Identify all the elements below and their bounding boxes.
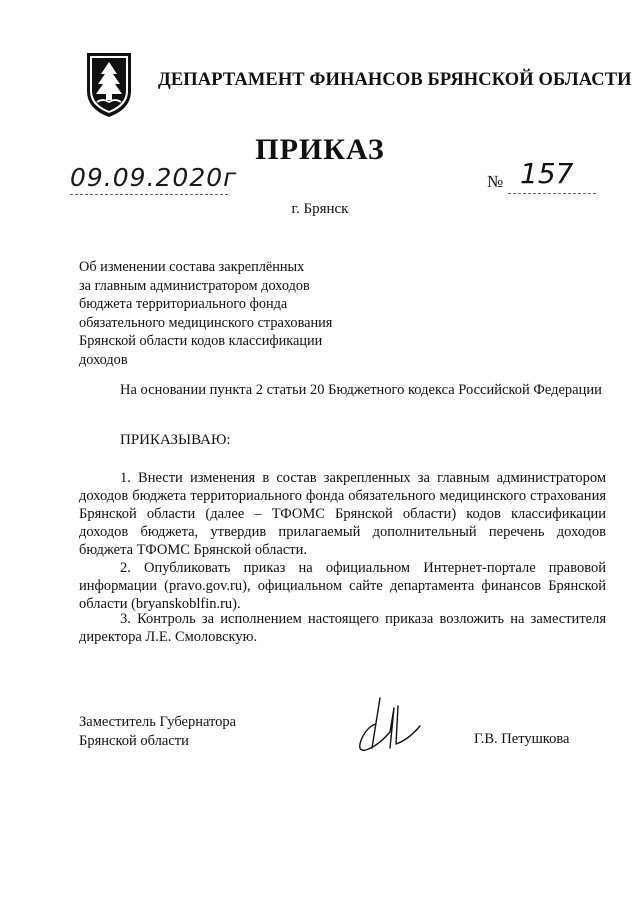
order-item-3: 3. Контроль за исполнением настоящего приказа возложить на заместителя директора Л.Е. Смоловскую.: [79, 611, 606, 645]
basis-paragraph: На основании пункта 2 статьи 20 Бюджетного кодекса Российской Федерации: [120, 382, 602, 398]
subject-line: за главным администратором доходов: [79, 277, 310, 294]
department-name: ДЕПАРТАМЕНТ ФИНАНСОВ БРЯНСКОЙ ОБЛАСТИ: [158, 70, 632, 90]
number-sign: №: [487, 172, 504, 191]
order-subject: [79, 258, 332, 370]
city: г. Брянск: [291, 201, 349, 217]
signer-position-line: Заместитель Губернатора: [79, 714, 237, 730]
handwritten-number: 157: [520, 157, 574, 190]
order-item-2: 2. Опубликовать приказ на официальном Интернет-портале правовой информации (pravo.gov.ru), официальном сайте департамента финансов Брянской области (bryanskoblfin.ru).: [79, 560, 606, 612]
subject-line: бюджета территориального фонда: [79, 296, 288, 313]
handwritten-date: 09.09.2020г: [70, 163, 238, 192]
signer-position: [79, 713, 236, 750]
order-word: ПРИКАЗЫВАЮ:: [120, 432, 231, 448]
coat-of-arms-icon: [84, 47, 134, 119]
signer-name: Г.В. Петушкова: [474, 731, 570, 747]
subject-line: Брянской области кодов классификации: [79, 333, 323, 350]
signer-position-line: Брянской области: [79, 732, 189, 749]
subject-line: доходов: [79, 351, 128, 368]
document-title: ПРИКАЗ: [255, 133, 385, 166]
date-underline: [70, 194, 228, 195]
order-item-1: 1. Внести изменения в состав закрепленных за главным администратором доходов бюджета территориального фонда обязательного медицинского страхования Брянской области (далее – ТФОМС Брянской области) кодов классификации доходов бюджета, утвердив прилагаемый дополнительный перечень доходов бюджета ТФОМС Брянской области.: [79, 470, 606, 558]
handwritten-signature-icon: [350, 690, 445, 760]
subject-line: обязательного медицинского страхования: [79, 314, 333, 331]
subject-line: Об изменении состава закреплённых: [79, 259, 305, 275]
number-underline: [508, 193, 596, 194]
